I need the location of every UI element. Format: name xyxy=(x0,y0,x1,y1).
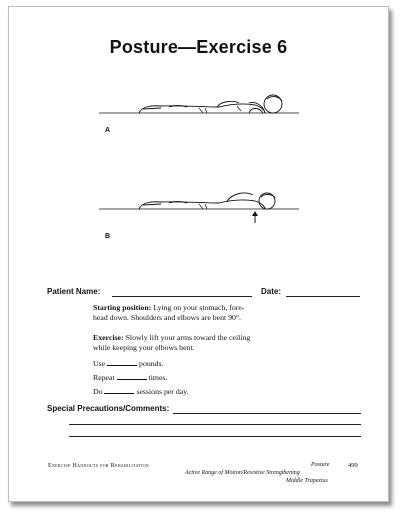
figure-b-illustration xyxy=(99,185,319,229)
date-row xyxy=(261,287,281,296)
starting-position-line1: Lying on your stomach, fore- xyxy=(153,303,245,312)
do-prefix: Do xyxy=(93,387,103,396)
exercise-label: Exercise: xyxy=(93,333,124,342)
precautions-line-1[interactable] xyxy=(173,413,361,414)
starting-position-block xyxy=(93,303,363,323)
footer-muscle: Middle Trapezius xyxy=(286,478,328,484)
page-number: 499 xyxy=(348,462,358,469)
use-pounds-field[interactable] xyxy=(107,358,137,366)
figure-b-label: B xyxy=(105,233,111,240)
exercise-line1: Slowly lift your arms toward the ceiling xyxy=(125,333,251,342)
use-row xyxy=(93,358,363,369)
handout-page xyxy=(8,6,389,502)
starting-position-line2: head down. Shoulders and elbows are bent 90°. xyxy=(93,313,241,322)
figure-a-illustration xyxy=(99,91,319,129)
page-title: Posture—Exercise 6 xyxy=(109,37,288,57)
precautions-line-3[interactable] xyxy=(69,436,361,437)
do-row xyxy=(93,386,363,397)
repeat-row xyxy=(93,372,363,383)
repeat-times-field[interactable] xyxy=(117,372,147,380)
precautions-label: Special Precautions/Comments: xyxy=(47,404,170,413)
footer-subtitle: Active Range of Motion/Resistive Strengthening xyxy=(185,470,300,476)
patient-name-field[interactable] xyxy=(112,296,252,297)
precautions-line-2[interactable] xyxy=(69,424,361,425)
date-field[interactable] xyxy=(286,296,360,297)
exercise-line2: while keeping your elbows bent. xyxy=(93,343,195,352)
use-suffix: pounds. xyxy=(139,359,164,368)
footer-book-title: Exercise Handouts for Rehabilitation xyxy=(48,463,149,469)
patient-name-row xyxy=(47,287,100,296)
do-suffix: sessions per day. xyxy=(136,387,189,396)
exercise-block xyxy=(93,333,363,353)
date-label: Date: xyxy=(261,287,282,296)
starting-position-label: Starting position: xyxy=(93,303,152,312)
repeat-suffix: times. xyxy=(148,373,168,382)
use-prefix: Use xyxy=(93,359,106,368)
footer-category: Posture xyxy=(311,462,330,468)
do-sessions-field[interactable] xyxy=(104,386,134,394)
repeat-prefix: Repeat xyxy=(93,373,115,382)
figure-a-label: A xyxy=(105,127,111,134)
precautions-row xyxy=(47,404,169,413)
patient-name-label: Patient Name: xyxy=(47,287,101,296)
